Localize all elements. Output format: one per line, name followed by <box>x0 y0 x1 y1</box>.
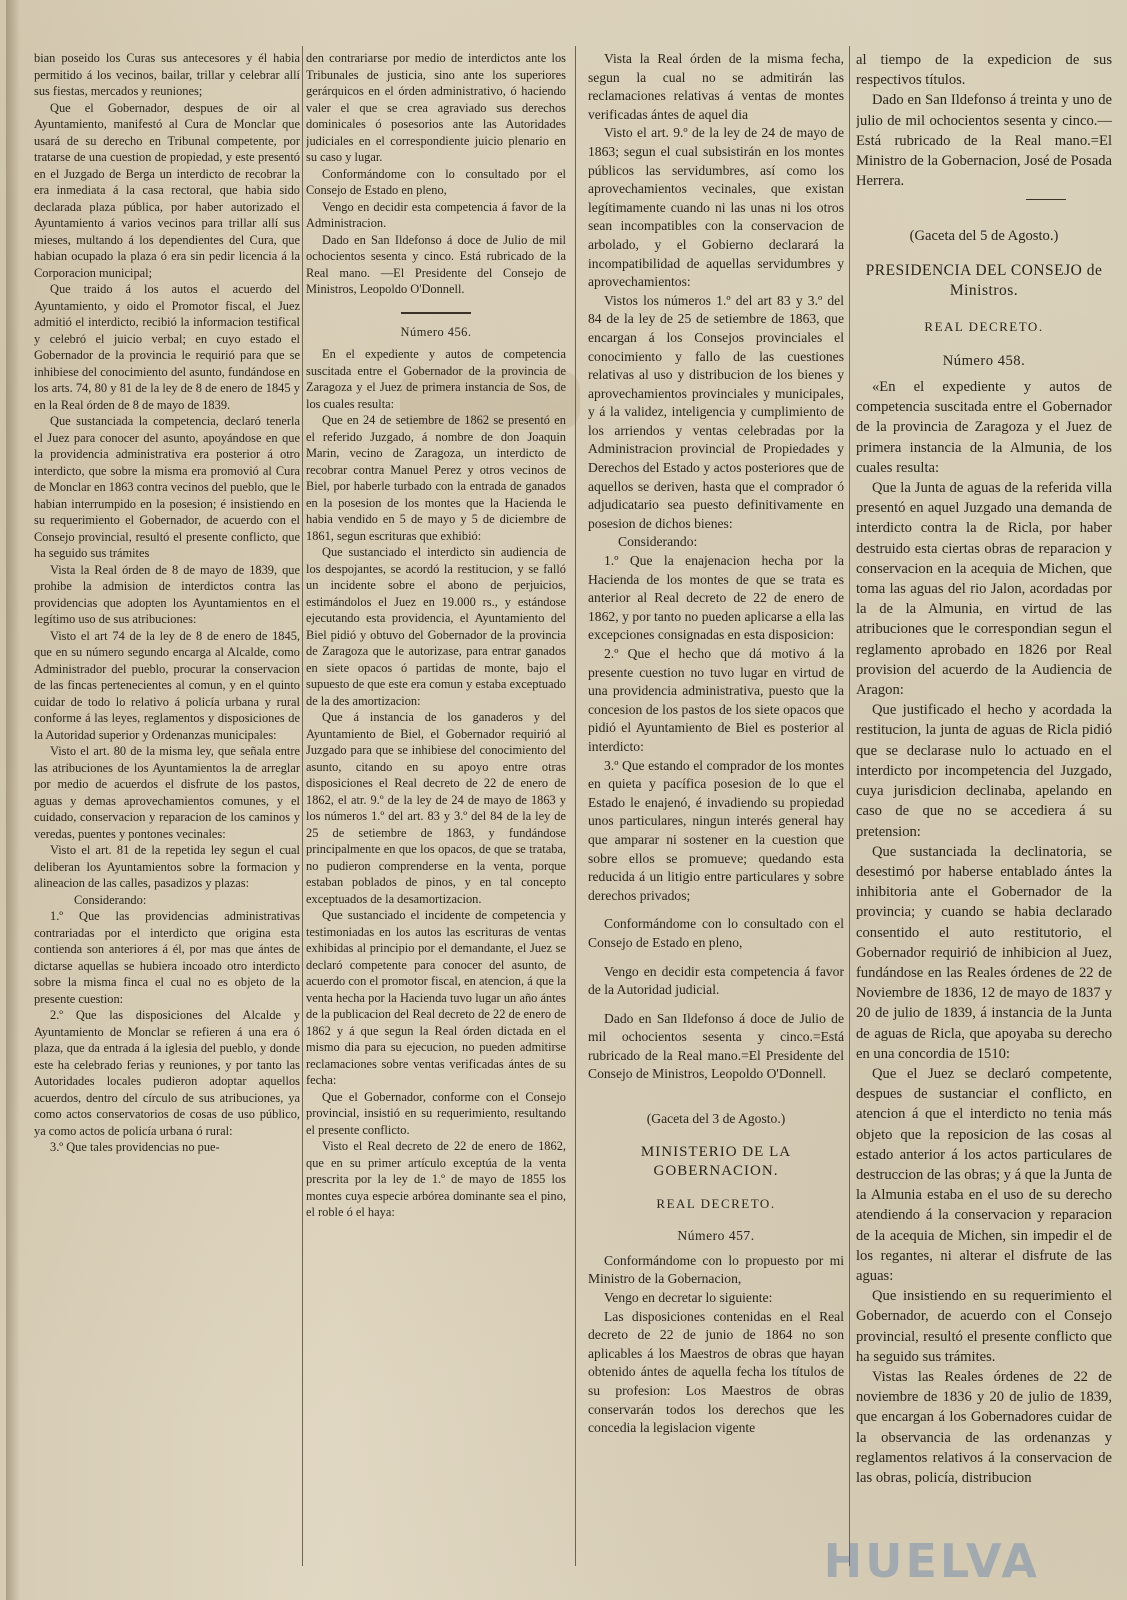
paragraph: Que insistiendo en su requerimiento el Gobernador, de acuerdo con el Consejo provincial, resultó el presente conflicto que ha seguido sus trámites. <box>856 1288 1112 1365</box>
section-heading: MINISTERIO DE LA GOBERNACION. <box>640 1143 792 1179</box>
paragraph: Conformándome con lo consultado con el Consejo de Estado en pleno, <box>588 916 844 950</box>
paragraph: Que la Junta de aguas de la referida villa presentó en aquel Juzgado una demanda de interdicto contra la de Ricla, por haber destruido esta ciertas obras de reparacion y conservacion en la acequia de Michen, que toma las aguas del rio Jalon, acordadas por la de la Almunia, en virtud de las atribuciones que le correspondian segun el reglamento aprobado en 1826 por Real provision del acuerdo de la Audiencia de Aragon: <box>856 480 1112 699</box>
paragraph: Que traido á los autos el acuerdo del Ayuntamiento, y oido el Promotor fiscal, el Juez admitió el interdicto, recibió la informacion testifical y celebró el juicio verbal; en cuyo estado el Gobernador de la provincia le requirió para que se inhibiese del conocimiento del asunto, fundándose en los arts. 74, 80 y 81 de la ley de 8 de enero de 1845 y en la Real órden de 8 de mayo de 1839. <box>34 282 300 412</box>
archive-watermark: HUELVA <box>823 1534 1040 1588</box>
paragraph: Vengo en decretar lo siguiente: <box>604 1290 773 1306</box>
paragraph: bian poseido los Curas sus antecesores y él habia permitido á los vecinos, bailar, trillar y celebrar allí sus fiestas, mercados y reuniones; <box>34 51 300 98</box>
paragraph: En el expediente y autos de competencia suscitada entre el Gobernador de la provincia de Zaragoza y el Juez de primera instancia de Sos, de los cuales resulta: <box>306 347 566 411</box>
signature-paragraph: Dado en San Ildefonso á treinta y uno de julio de mil ochocientos sesenta y cinco.—Está rubricado de la Real mano.=El Ministro de la Gobernacion, José de Posada Herrera. <box>856 92 1112 190</box>
page-fold-shadow <box>6 0 20 1600</box>
considerando-label: Considerando: <box>74 892 147 907</box>
paragraph: Vistas las Reales órdenes de 22 de noviembre de 1836 y 20 de julio de 1839, que encargan á los Gobernadores cuidar de la observancia de las ordenanzas y reglamentos relativos á la conservacion de las obras, policía, distribucion <box>856 1368 1112 1486</box>
paragraph: Visto el art. 80 de la misma ley, que señala entre las atribuciones de los Ayuntamientos la de arreglar por medio de acuerdos el disfrute de los pastos, aguas y demas aprovechamientos comunes, y el cuidado, conservacion y reparacion de los caminos y veredas, puentes y pontones vecinales: <box>34 744 300 841</box>
paragraph: 1.º Que la enajenacion hecha por la Hacienda de los montes de que se trata es anterior al Real decreto de 22 de enero de 1862, y por tanto no pueden aplicarse a ella las excepciones consignadas en esta disposicion: <box>588 553 844 643</box>
decree-number: Número 457. <box>677 1228 755 1244</box>
column-divider <box>302 46 303 1566</box>
paragraph: Visto el Real decreto de 22 de enero de 1862, que en su primer artículo exceptúa de la venta prescrita por la ley de 1.º de mayo de 1855 los montes cuya especie arbórea dominante sea el pino, el roble ó el haya: <box>306 1139 566 1219</box>
paragraph: 2.º Que el hecho que dá motivo á la presente cuestion no tuvo lugar en virtud de una providencia administrativa, puesto que la concesion de los pastos de los siete opacos que pidió el Ayuntamiento de Biel es posterior al interdicto: <box>588 646 844 754</box>
section-divider <box>401 312 471 314</box>
paragraph: «En el expediente y autos de competencia suscitada entre el Gobernador de la provincia de Zaragoza y el Juez de primera instancia de la Almunia, de los cuales resulta: <box>856 379 1112 476</box>
column-divider <box>575 46 576 1566</box>
paragraph: Que sustanciada la competencia, declaró tenerla el Juez para conocer del asunto, apoyándose en que la providencia administrativa era posterior á otro interdicto, que sobre la misma era promovió al Cura de Monclar en 1863 contra vecinos del pueblo, que le habian interrumpido en la posesion; é insistiendo en su requerimiento el Gobernador, de acuerdo con el Consejo provincial, resultó el presente conflicto, que ha seguido sus trámites <box>34 414 300 560</box>
paragraph: Visto el art. 81 de la repetida ley segun el cual deliberan los Ayuntamientos sobre la formacion y alineacion de las calles, pasadizos y plazas: <box>34 843 300 890</box>
text-column-1 <box>34 50 300 1595</box>
section-heading: PRESIDENCIA DEL CONSEJO de Ministros. <box>865 261 1103 299</box>
paragraph: al tiempo de la expedicion de sus respectivos títulos. <box>856 52 1112 89</box>
decree-number: Número 456. <box>400 324 472 339</box>
paragraph: Que justificado el hecho y acordada la restitucion, la junta de aguas de Ricla pidió que se declarase nulo lo actuado en el interdicto por incompetencia del Juzgado, cuya jurisdicion declinaba, apelando en caso de que no se accediera á su pretension: <box>856 702 1112 840</box>
paragraph: Que el Juez se declaró competente, despues de sustanciar el conflicto, en atencion á que el interdicto no tenia más objeto que la reposicion de las cosas al estado anterior á los actos particulares de destruccion de las obras; y á que la Junta de la Almunia estaba en el uso de su derecho atendiendo á la conservacion y reparacion de la acequia de Michen, sin impedir el de los regantes, ni alterar el disfrute de las aguas: <box>856 1065 1112 1284</box>
paragraph: Vista la Real órden de 8 de mayo de 1839, que prohibe la admision de interdictos contra las providencias que adopten los Ayuntamientos en el legítimo uso de sus atribuciones: <box>34 562 300 626</box>
paragraph: den contrariarse por medio de interdictos ante los Tribunales de justicia, sino ante los superiores gerárquicos en el órden administrativo, ó haciendo valer el que se crea agraviado sus derechos dominicales ó posesorios ante las Autoridades judiciales en el correspondiente juicio plenario en su caso y lugar. <box>306 51 566 164</box>
paragraph: Vengo en decidir esta competencia á favor de la Administracion. <box>306 199 566 230</box>
paragraph: Dado en San Ildefonso á doce de Julio de mil ochocientos sesenta y cinco. Está rubricado de la Real mano. —El Presidente del Consejo de Ministros, Leopoldo O'Donnell. <box>306 232 566 296</box>
paragraph: Vengo en decidir esta competencia á favor de la Autoridad judicial. <box>588 963 844 998</box>
column-divider <box>849 46 850 1566</box>
paragraph: Que el Gobernador, despues de oir al Ayuntamiento, manifestó al Cura de Monclar que usará de su derecho en Tribunal competente, por tratarse de una cuestion de propiedad, y este presentó en el Juzgado de Berga un interdicto de recobrar la era inmediata á la casa rectoral, que habia sido declarada plaza pública, por haber autorizado el Ayuntamiento á varios vecinos para trillar allí sus mieses, multando á los dependientes del Cura, que habian ocupado la plaza ó era sin pedir licencia á la Corporacion municipal; <box>34 100 300 280</box>
paragraph: Visto el art. 9.º de la ley de 24 de mayo de 1863; segun el cual subsistirán en los montes públicos las servidumbres, así como los aprovechamientos vecinales, que existan legítimamente cuando ni las unas ni los otros sean incompatibles con la conservacion de arbolado, y el Gobierno declarará la incompatibilidad de aquellas servidumbres y aprovechamientos: <box>588 125 844 290</box>
paragraph: 3.º Que estando el comprador de los montes en quieta y pacífica posesion de lo que el Estado le enajenó, é invadiendo su propiedad unos particulares, ningun interés general hay que amparar ni sostener en la cuestion que sobre ellos se promueve; quedando esta reducida á un litigio entre particulares y sobre derechos privados; <box>588 757 844 903</box>
paragraph: Las disposiciones contenidas en el Real decreto de 22 de junio de 1864 no son aplicables á los Maestros de obras que hayan obtenido ántes de aquella fecha los títulos de su profesion: Los Maestros de obras conservarán todos los derechos que les concedia la legislacion vigente <box>588 1308 844 1436</box>
decree-heading: REAL DECRETO. <box>924 318 1044 334</box>
paragraph: Vista la Real órden de la misma fecha, segun la cual no se admitirán las reclamaciones relativas á ventas de montes verificadas ántes de aquel dia <box>588 51 844 122</box>
paragraph: Conformándome con lo propuesto por mi Ministro de la Gobernacion, <box>588 1252 844 1287</box>
paragraph: Que en 24 de setiembre de 1862 se presentó en el referido Juzgado, á nombre de don Joaquin Marin, vecino de Zaragoza, un interdicto de recobrar contra Manuel Perez y otros vecinos de Biel, por haberle turbado con la entrada de ganados en la posesion de los montes que la Hacienda le habia vendido en 5 de mayo y 5 de diciembre de 1861, segun escrituras que exhibió: <box>306 413 566 543</box>
text-column-3 <box>588 50 844 1595</box>
paragraph: Visto el art 74 de la ley de 8 de enero de 1845, que en su número segundo encarga al Alcalde, como Administrador del pueblo, procurar la conservacion de las fincas pertenecientes al comun, y en el quinto cuidar de todo lo relativo á policía urbana y rural conforme á las leyes, reglamentos y disposiciones de la Autoridad superior y Ordenanzas municipales: <box>34 628 300 742</box>
paragraph: 1.º Que las providencias administrativas contrariadas por el interdicto que origina esta contienda son anteriores á él, por mas que ántes de dictarse aquellas se hubiera incoado otro interdicto sobre la misma finca el cual no es objeto de la presente cuestion: <box>34 909 300 1006</box>
paragraph: Vistos los números 1.º del art 83 y 3.º del 84 de la ley de 25 de setiembre de 1863, que encargan á los Consejos provinciales el conocimiento y fallo de las cuestiones relativas al uso y distribucion de los bienes y aprovechamientos provinciales y municipales, y á la validez, inteligencia y cumplimiento de los arriendos y ventas celebradas por la Administracion provincial de Propiedades y Derechos del Estado y actos posteriores que de aquellos se deriven, hasta que el comprador ó adjudicatario sea puesto definitivamente en posesion de dichos bienes: <box>588 292 844 531</box>
paragraph: Conformándome con lo consultado por el Consejo de Estado en pleno, <box>306 166 566 197</box>
paragraph: 3.º Que tales providencias no pue- <box>50 1140 220 1154</box>
decree-heading: REAL DECRETO. <box>656 1195 776 1211</box>
considerando-label: Considerando: <box>618 534 698 550</box>
gazette-reference: (Gaceta del 3 de Agosto.) <box>646 1111 786 1127</box>
gazette-reference: (Gaceta del 5 de Agosto.) <box>909 228 1059 245</box>
text-column-2 <box>306 50 566 1595</box>
text-column-4 <box>856 50 1112 1595</box>
signature-paragraph: Dado en San Ildefonso á doce de Julio de mil ochocientos sesenta y cinco.=Está rubricado de la Real mano.=El Presidente del Consejo de Ministros, Leopoldo O'Donnell. <box>588 1010 844 1082</box>
paragraph: Que sustanciado el interdicto sin audiencia de los despojantes, se acordó la restitucion, y se falló un incidente sobre el abono de perjuicios, estimándolos el Juez en 19.000 rs., y estándose ejecutando esta providencia, el Ayuntamiento del Biel pidió y obtuvo del Gobernador de la provincia de Zaragoza que le autorizase, para entrar ganados en siete opacos ó partidas de monte, bajo el supuesto de que este era comun y estaba exceptuado de la des amortizacion: <box>306 545 566 708</box>
paragraph: 2.º Que las disposiciones del Alcalde y Ayuntamiento de Monclar se refieren á una era ó plaza, que da entrada á la iglesia del pueblo, y donde este ha celebrado ferias y reuniones, y por tanto las Autoridades locales pudieron adoptar aquellos acuerdos, dentro del círculo de sus atribuciones, ya como actos conservatorios de cosas de uso público, ya como actos de policía urbana ó rural: <box>34 1008 300 1138</box>
decree-number: Número 458. <box>942 352 1026 369</box>
paragraph: Que sustanciada la declinatoria, se desestimó por haberse entablado ántes la inhibitoria ante el Gobernador de la provincia; y cuando se habia declarado consentido el auto restitutorio, el Gobernador requirió de inhibicion al Juez, fundándose en las Reales órdenes de 22 de Noviembre de 1836, 12 de mayo de 1837 y 20 de julio de 1839, á instancia de la Junta de aguas de Ricla, que apoyaba su derecho en una concordia de 1510: <box>856 843 1112 1062</box>
paragraph: Que á instancia de los ganaderos y del Ayuntamiento de Biel, el Gobernador requirió al Juzgado para que se inhibiese del conocimiento del asunto, citando en su apoyo entre otras disposiciones el Real decreto de 22 de enero de 1862, el atr. 9.º de la ley de 24 de mayo de 1863 y los números 1.º del art. 83 y 3.º del 84 de la ley de 25 de setiembre de 1863, y fundándose principalmente en que los opacos, de que se trataba, no pudieron comprenderse en la venta, porque estaban poblados de pinos, y en tal concepto exceptuados de la desamortizacion. <box>306 710 566 906</box>
paragraph: Que el Gobernador, conforme con el Consejo provincial, insistió en su requerimiento, resultando el presente conflicto. <box>306 1089 566 1137</box>
section-divider <box>1026 199 1066 200</box>
paragraph: Que sustanciado el incidente de competencia y testimoniadas en los autos las escrituras de ventas exhibidas al principio por el demandante, el Juez se declaró competente para conocer del asunto, de acuerdo con el promotor fiscal, en atencion, á que la venta hecha por la Hacienda tuvo lugar un año ántes de la publicacion del Real decreto de 22 de enero de 1862 y á que segun la Real órden dictada en el mismo dia para su ejecucion, no pueden admitirse reclamaciones sobre ventas verificadas ántes de su fecha: <box>306 908 566 1087</box>
